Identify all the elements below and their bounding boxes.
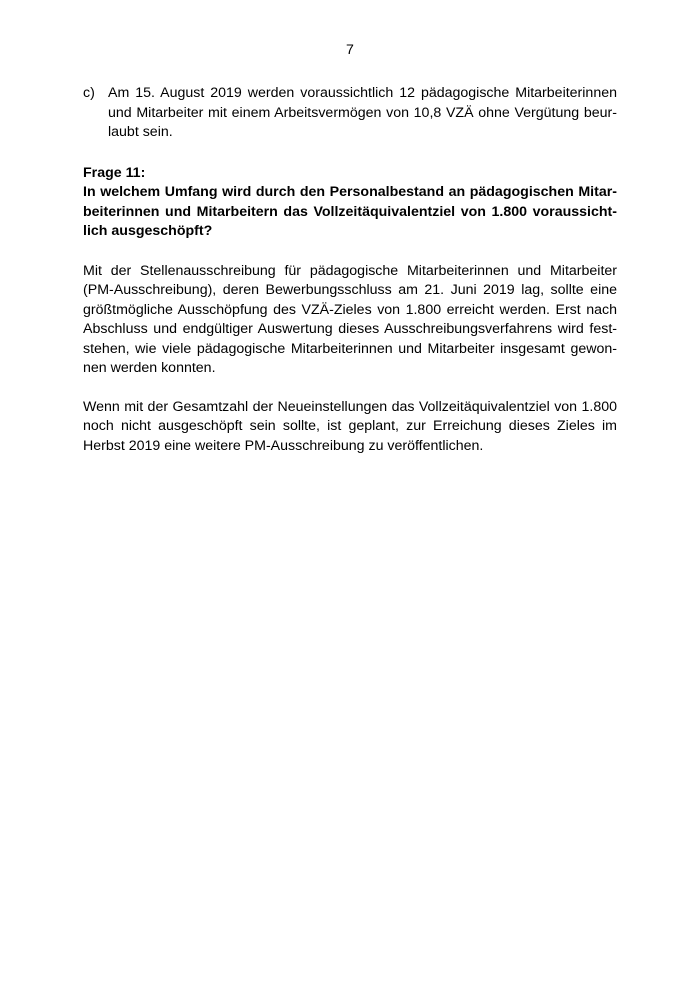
list-item-text: Am 15. August 2019 werden voraussichtlich 12 pädagogische Mitarbeiterinnen und Mitarbeiter mit einem Arbeitsvermögen von 10,8 VZÄ ohne Vergütung beurlaubt sein. bbox=[108, 85, 617, 140]
page-content bbox=[83, 84, 617, 456]
question-text: In welchem Umfang wird durch den Personalbestand an pädagogischen Mitarbeiterinnen und Mitarbeitern das Vollzeitäquivalentziel von 1.800 voraussichtlich ausgeschöpft? bbox=[83, 184, 617, 239]
answer-paragraph: Wenn mit der Gesamtzahl der Neueinstellungen das Vollzeitäquivalentziel von 1.800 noch nicht ausgeschöpft sein sollte, ist geplant, zur Erreichung dieses Zieles im Herbst 2019 eine weitere PM-Ausschreibung zu veröffentlichen. bbox=[83, 398, 617, 454]
list-marker: c) bbox=[83, 85, 95, 101]
list-item-c bbox=[83, 84, 617, 143]
answer-paragraph: Mit der Stellenausschreibung für pädagogische Mitarbeiterinnen und Mitarbeiter (PM-Ausschreibung), deren Bewerbungsschluss am 21. Juni 2019 lag, sollte eine größtmögliche Ausschöpfung des VZÄ-Zieles von 1.800 erreicht werden. Erst nach Abschluss und endgültiger Auswertung dieses Ausschreibungsverfahrens wird feststehen, wie viele pädagogische Mitarbeiterinnen und Mitarbeiter insgesamt gewonnen werden konnten. bbox=[83, 262, 617, 376]
question-heading: Frage 11: bbox=[83, 164, 146, 181]
page-number: 7 bbox=[346, 42, 354, 58]
